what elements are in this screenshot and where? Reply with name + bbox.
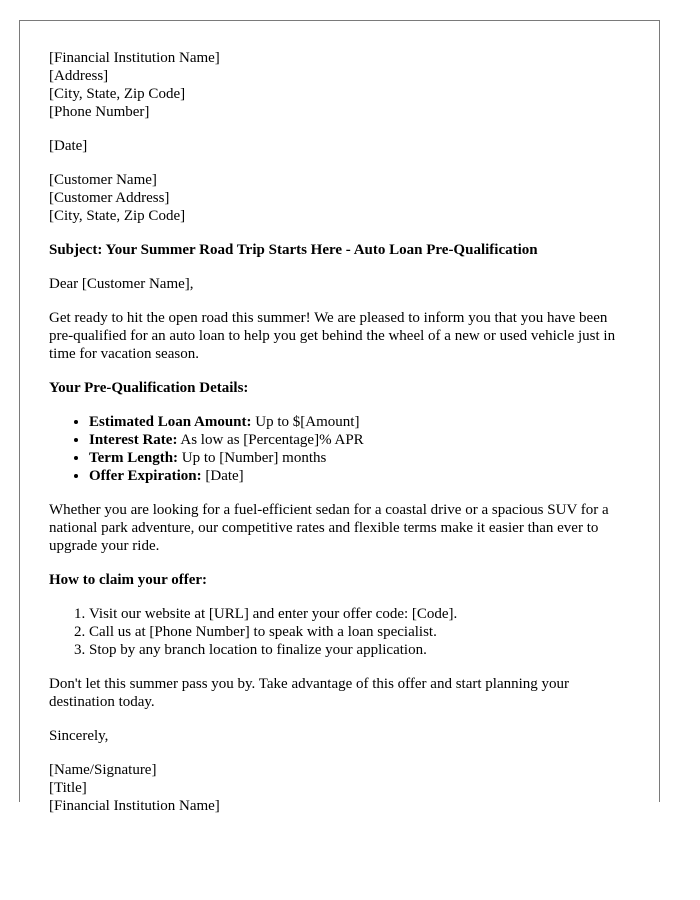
details-list: [49, 413, 633, 485]
detail-item-loan-amount: [89, 413, 633, 431]
sender-institution-name: [Financial Institution Name]: [49, 50, 220, 66]
detail-item-term-length: [89, 449, 633, 467]
recipient-name: [Customer Name]: [49, 172, 157, 188]
detail-label: Estimated Loan Amount:: [89, 414, 252, 430]
detail-value: As low as [Percentage]% APR: [177, 432, 364, 448]
sender-city-state-zip: [City, State, Zip Code]: [49, 86, 186, 102]
body-paragraph: Whether you are looking for a fuel-efficient sedan for a coastal drive or a spacious SUV for a national park adventure, our competitive rates and flexible terms make it easier than ever to upgrade your ride.: [49, 502, 609, 554]
signature-name: [Name/Signature]: [49, 762, 157, 778]
signature-institution: [Financial Institution Name]: [49, 798, 220, 814]
claim-step: 1. Visit our website at [URL] and enter your offer code: [Code].: [89, 605, 633, 623]
date-block: [49, 137, 633, 155]
sender-address: [Address]: [49, 68, 109, 84]
detail-label: Offer Expiration:: [89, 468, 202, 484]
claim-steps-list: [49, 605, 633, 659]
detail-label: Term Length:: [89, 450, 179, 466]
detail-value: [Date]: [201, 468, 244, 484]
signoff: Sincerely,: [49, 728, 109, 744]
sender-phone: [Phone Number]: [49, 104, 150, 120]
details-heading: Your Pre-Qualification Details:: [49, 380, 249, 396]
recipient-address-block: [49, 171, 633, 225]
signature-block: [49, 761, 633, 815]
letter-date: [Date]: [49, 138, 88, 154]
letter-page: [19, 20, 660, 814]
recipient-city-state-zip: [City, State, Zip Code]: [49, 208, 186, 224]
letter-content: [49, 49, 633, 831]
detail-label: Interest Rate:: [89, 432, 178, 448]
claim-step: 2. Call us at [Phone Number] to speak with a loan specialist.: [89, 623, 633, 641]
closing-paragraph: Don't let this summer pass you by. Take advantage of this offer and start planning your destination today.: [49, 676, 570, 710]
detail-item-interest-rate: [89, 431, 633, 449]
signature-title: [Title]: [49, 780, 87, 796]
detail-value: Up to [Number] months: [178, 450, 327, 466]
claim-step: 3. Stop by any branch location to finalize your application.: [89, 641, 633, 659]
sender-address-block: [49, 49, 633, 121]
detail-value: Up to $[Amount]: [251, 414, 360, 430]
recipient-address: [Customer Address]: [49, 190, 170, 206]
salutation: Dear [Customer Name],: [49, 276, 194, 292]
claim-heading: How to claim your offer:: [49, 572, 208, 588]
subject-line: Subject: Your Summer Road Trip Starts Here - Auto Loan Pre-Qualification: [49, 242, 538, 258]
intro-paragraph: Get ready to hit the open road this summer! We are pleased to inform you that you have been pre-qualified for an auto loan to help you get behind the wheel of a new or used vehicle just in time for vacation season.: [49, 310, 616, 362]
detail-item-offer-expiration: [89, 467, 633, 485]
